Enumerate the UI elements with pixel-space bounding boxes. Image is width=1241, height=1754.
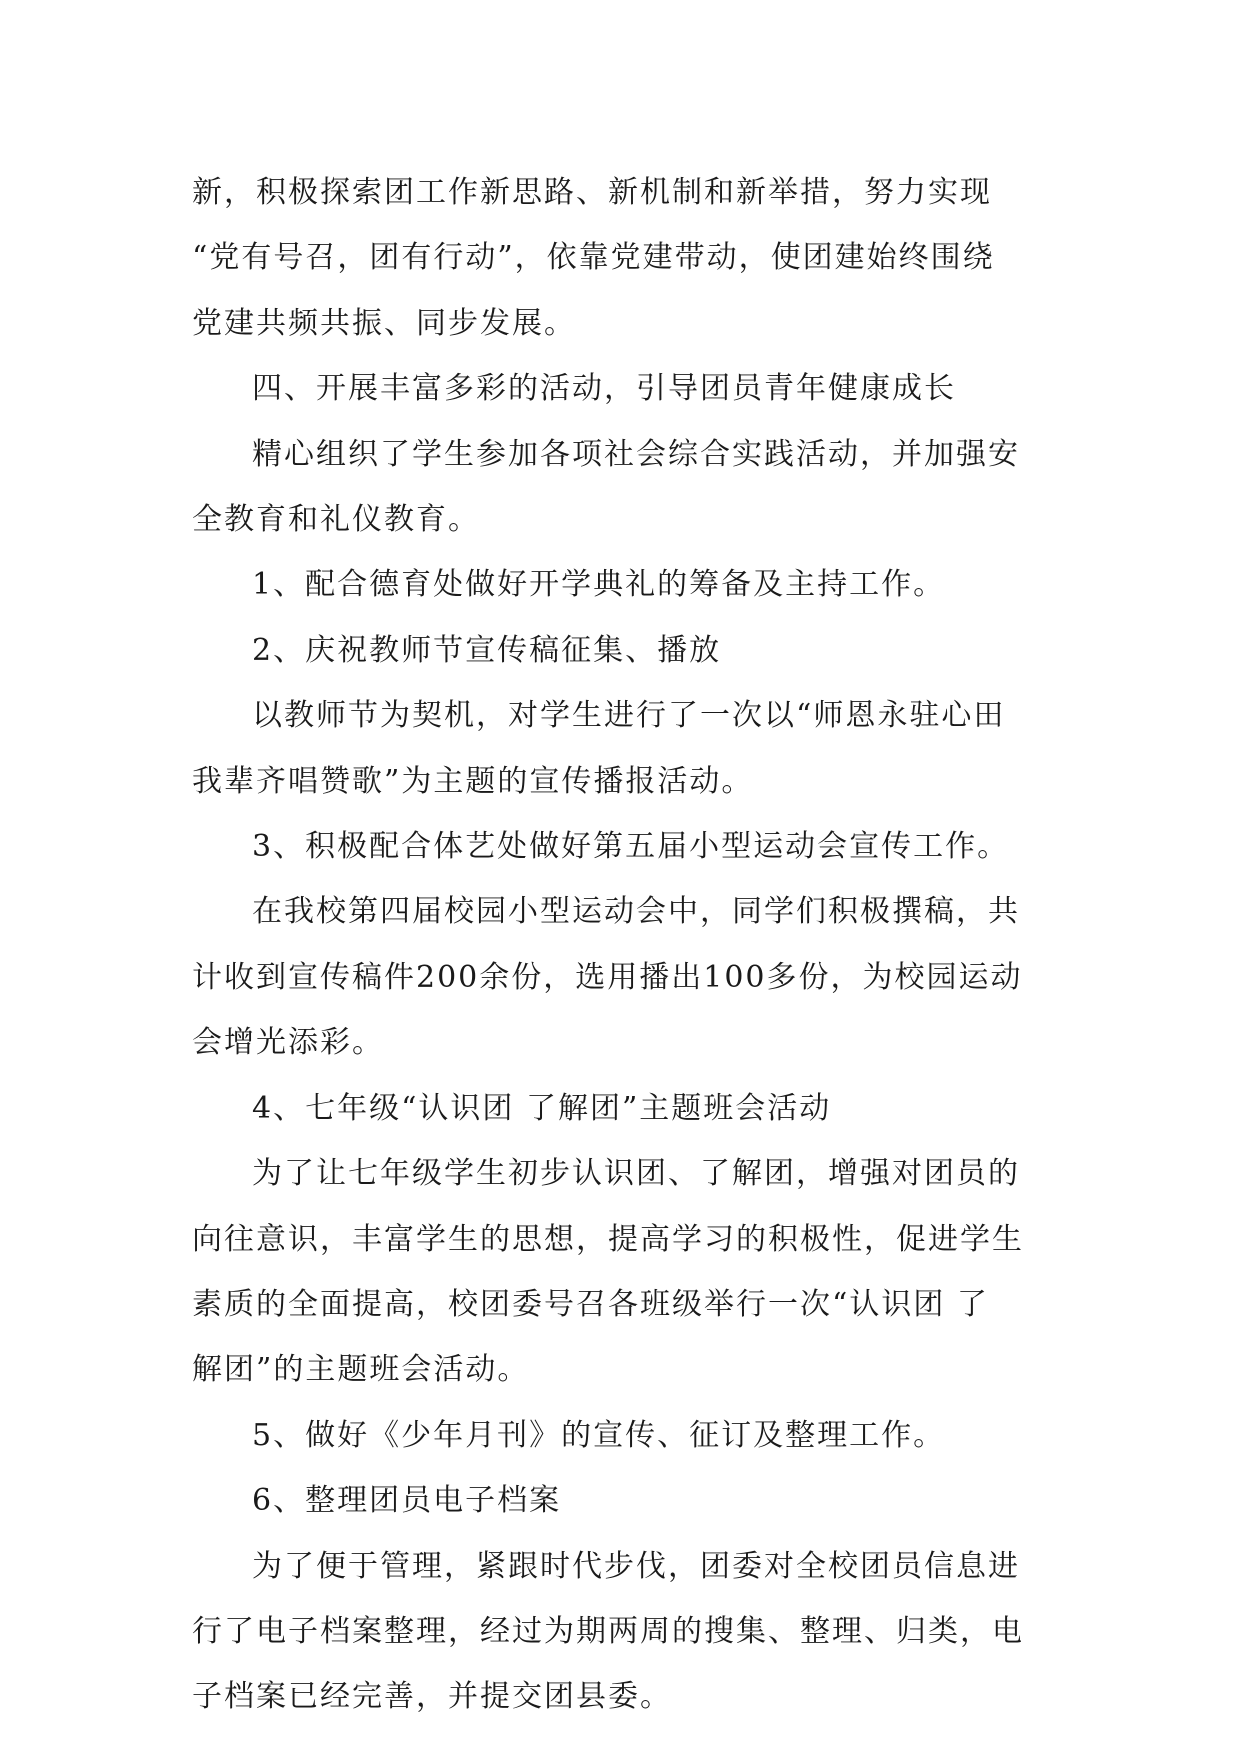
- text-line: “党有号召，团有行动”，依靠党建带动，使团建始终围绕: [192, 240, 995, 276]
- text-line: 四、开展丰富多彩的活动，引导团员青年健康成长: [252, 371, 956, 407]
- text-line: 6、整理团员电子档案: [252, 1483, 562, 1519]
- list-item-2: [192, 618, 1052, 683]
- list-item-2-detail: [192, 683, 1052, 814]
- list-item-3: [192, 814, 1052, 879]
- text-line: 素质的全面提高，校团委号召各班级举行一次“认识团 了: [192, 1286, 989, 1322]
- text-line: 行了电子档案整理，经过为期两周的搜集、整理、归类，电: [192, 1613, 1024, 1649]
- paragraph-practice: [192, 422, 1052, 553]
- list-item-4-detail: [192, 1141, 1052, 1403]
- text-line: 会增光添彩。: [192, 1025, 384, 1061]
- text-line: 全教育和礼仪教育。: [192, 502, 480, 538]
- text-line: 4、七年级“认识团 了解团”主题班会活动: [252, 1090, 832, 1126]
- text-line: 解团”的主题班会活动。: [192, 1352, 530, 1388]
- text-line: 党建共频共振、同步发展。: [192, 305, 576, 341]
- text-line: 以教师节为契机，对学生进行了一次以“师恩永驻心田: [252, 698, 1006, 734]
- text-line: 新，积极探索团工作新思路、新机制和新举措，努力实现: [192, 175, 992, 210]
- document-page: [192, 160, 1052, 1730]
- text-line: 精心组织了学生参加各项社会综合实践活动，并加强安: [252, 436, 1020, 472]
- list-item-6-detail: [192, 1534, 1052, 1730]
- list-item-5: [192, 1403, 1052, 1468]
- text-line: 1、配合德育处做好开学典礼的筹备及主持工作。: [252, 567, 946, 603]
- text-line: 在我校第四届校园小型运动会中，同学们积极撰稿，共: [252, 894, 1020, 930]
- text-line: 向往意识，丰富学生的思想，提高学习的积极性，促进学生: [192, 1221, 1024, 1257]
- text-line: 为了让七年级学生初步认识团、了解团，增强对团员的: [252, 1156, 1020, 1192]
- list-item-1: [192, 552, 1052, 617]
- text-line: 我辈齐唱赞歌”为主题的宣传播报活动。: [192, 763, 754, 799]
- text-line: 3、积极配合体艺处做好第五届小型运动会宣传工作。: [252, 829, 1010, 865]
- section-heading-four: [192, 356, 1052, 421]
- list-item-4: [192, 1076, 1052, 1141]
- paragraph-continuation: [192, 160, 1052, 356]
- list-item-6: [192, 1468, 1052, 1533]
- text-line: 子档案已经完善，并提交团县委。: [192, 1679, 672, 1715]
- list-item-3-detail: [192, 879, 1052, 1075]
- text-line: 计收到宣传稿件200余份，选用播出100多份，为校园运动: [192, 959, 1023, 995]
- text-line: 为了便于管理，紧跟时代步伐，团委对全校团员信息进: [252, 1548, 1020, 1584]
- text-line: 2、庆祝教师节宣传稿征集、播放: [252, 632, 722, 668]
- text-line: 5、做好《少年月刊》的宣传、征订及整理工作。: [252, 1417, 946, 1453]
